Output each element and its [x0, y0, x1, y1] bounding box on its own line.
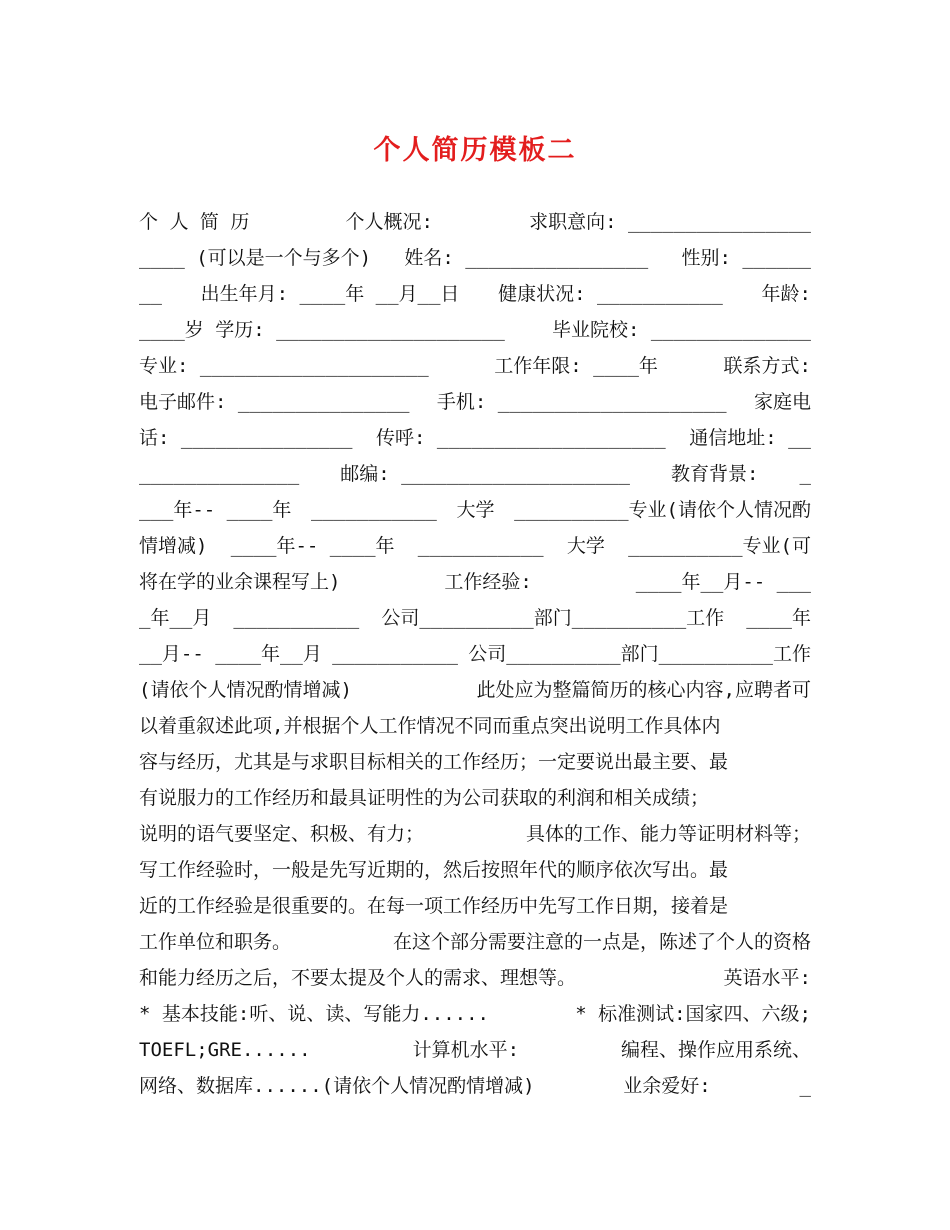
- line-segment: 个人概况:: [345, 211, 433, 233]
- line-segment: ___________: [417, 535, 544, 557]
- line-segment: 大学: [566, 535, 605, 557]
- line-segment: 计算机水平:: [412, 1039, 520, 1061]
- line-segment: __________专业(可: [628, 535, 811, 557]
- line-segment: ______________: [139, 463, 300, 485]
- line-segment: 手机: ____________________: [436, 391, 727, 413]
- line-segment: 专业: ____________________: [139, 355, 429, 377]
- body-line: [139, 999, 811, 1029]
- line-segment: 邮编: ____________________: [340, 463, 630, 485]
- line-segment: 大学: [456, 499, 495, 521]
- line-segment: 通信地址: __: [689, 427, 811, 449]
- body-line: [139, 315, 811, 345]
- body-line: [139, 243, 811, 273]
- body-line: [139, 675, 811, 705]
- line-segment: _年__月: [139, 607, 212, 629]
- line-segment: 将在学的业余课程写上): [139, 571, 341, 593]
- line-segment: 联系方式:: [723, 355, 811, 377]
- body-line: [139, 855, 811, 885]
- body-line: [139, 531, 811, 561]
- line-segment: 和能力经历之后，不要太提及个人的需求、理想等。: [139, 967, 577, 989]
- line-segment: 公司__________部门__________工作: [381, 607, 725, 629]
- line-segment: ____ (可以是一个与多个): [139, 247, 372, 269]
- line-segment: TOEFL;GRE......: [139, 1039, 311, 1061]
- body-line: [139, 279, 811, 309]
- line-segment: 求职意向: ________________: [529, 211, 811, 233]
- line-segment: (请依个人情况酌情增减): [139, 679, 352, 701]
- line-segment: __________专业(请依个人情况酌: [514, 499, 811, 521]
- line-segment: 年龄:: [761, 283, 811, 305]
- line-segment: ____年__月-- ___: [635, 571, 811, 593]
- line-segment: ___________: [332, 643, 458, 665]
- line-segment: ___________: [233, 607, 360, 629]
- line-segment: 教育背景:: [670, 463, 759, 485]
- body-line: [139, 783, 811, 813]
- line-segment: 工作单位和职务。: [139, 931, 292, 953]
- body-line: [139, 819, 811, 849]
- body-line: [139, 567, 811, 597]
- body-line: [139, 459, 811, 489]
- line-segment: * 基本技能:听、说、读、写能力......: [139, 1003, 489, 1025]
- line-segment: ____年-- ____年: [230, 535, 395, 557]
- line-segment: __月-- ____年__月: [139, 643, 322, 665]
- body-line: [139, 351, 811, 381]
- body-line: [139, 639, 811, 669]
- line-segment: 情增减): [139, 535, 208, 557]
- line-segment: 英语水平:: [723, 967, 811, 989]
- line-segment: 具体的工作、能力等证明材料等；: [525, 823, 811, 845]
- line-segment: 近的工作经验是很重要的。在每一项工作经历中先写工作日期，接着是: [139, 895, 729, 917]
- line-segment: 工作年限: ____年: [494, 355, 658, 377]
- line-segment: 工作经验:: [444, 571, 532, 593]
- line-segment: 说明的语气要坚定、积极、有力；: [139, 823, 425, 845]
- line-segment: ___年-- ____年: [139, 499, 292, 521]
- line-segment: 个 人 简 历: [139, 211, 250, 233]
- line-segment: * 标准测试:国家四、六级;: [575, 1003, 811, 1025]
- line-segment: 电子邮件: _______________: [139, 391, 410, 413]
- line-segment: ____年: [746, 607, 811, 629]
- line-segment: 以着重叙述此项,并根据个人工作情况不同而重点突出说明工作具体内: [139, 715, 721, 737]
- line-segment: _: [799, 1075, 811, 1097]
- body-line: [139, 1035, 811, 1065]
- body-line: [139, 423, 811, 453]
- body-line: [139, 963, 811, 993]
- line-segment: 姓名: ________________: [404, 247, 649, 269]
- body-line: [139, 603, 811, 633]
- line-segment: _: [799, 463, 811, 485]
- line-segment: 传呼: ____________________: [376, 427, 666, 449]
- body-line: [139, 1071, 811, 1101]
- line-segment: __: [139, 283, 162, 305]
- line-segment: ____岁 学历: ____________________: [139, 319, 505, 341]
- line-segment: 编程、操作应用系统、: [620, 1039, 811, 1061]
- line-segment: 话: _______________: [139, 427, 353, 449]
- body-line: [139, 387, 811, 417]
- body-line: [139, 927, 811, 957]
- body-line: [139, 747, 811, 777]
- document-title: 个人简历模板二: [373, 135, 577, 166]
- line-segment: 在这个部分需要注意的一点是，陈述了个人的资格: [392, 931, 811, 953]
- line-segment: 毕业院校: ______________: [551, 319, 811, 341]
- line-segment: ___________: [311, 499, 437, 521]
- line-segment: 业余爱好:: [623, 1075, 711, 1097]
- line-segment: 网络、数据库......(请依个人情况酌情增减): [139, 1075, 535, 1097]
- body-line: [139, 711, 811, 741]
- line-segment: 容与经历，尤其是与求职目标相关的工作经历；一定要说出最主要、最: [139, 751, 729, 773]
- body-line: [139, 891, 811, 921]
- line-segment: 家庭电: [753, 391, 811, 413]
- line-segment: 公司__________部门__________工作: [468, 643, 811, 665]
- line-segment: 写工作经验时，一般是先写近期的，然后按照年代的顺序依次写出。最: [139, 859, 729, 881]
- body-line: [139, 495, 811, 525]
- line-segment: 此处应为整篇简历的核心内容,应聘者可: [476, 679, 811, 701]
- line-segment: 有说服力的工作经历和最具证明性的为公司获取的利润和相关成绩；: [139, 787, 710, 809]
- line-segment: 出生年月: ____年 __月__日: [200, 283, 460, 305]
- line-segment: 健康状况: ___________: [498, 283, 723, 305]
- line-segment: 性别: ______: [681, 247, 811, 269]
- body-line: [139, 207, 811, 237]
